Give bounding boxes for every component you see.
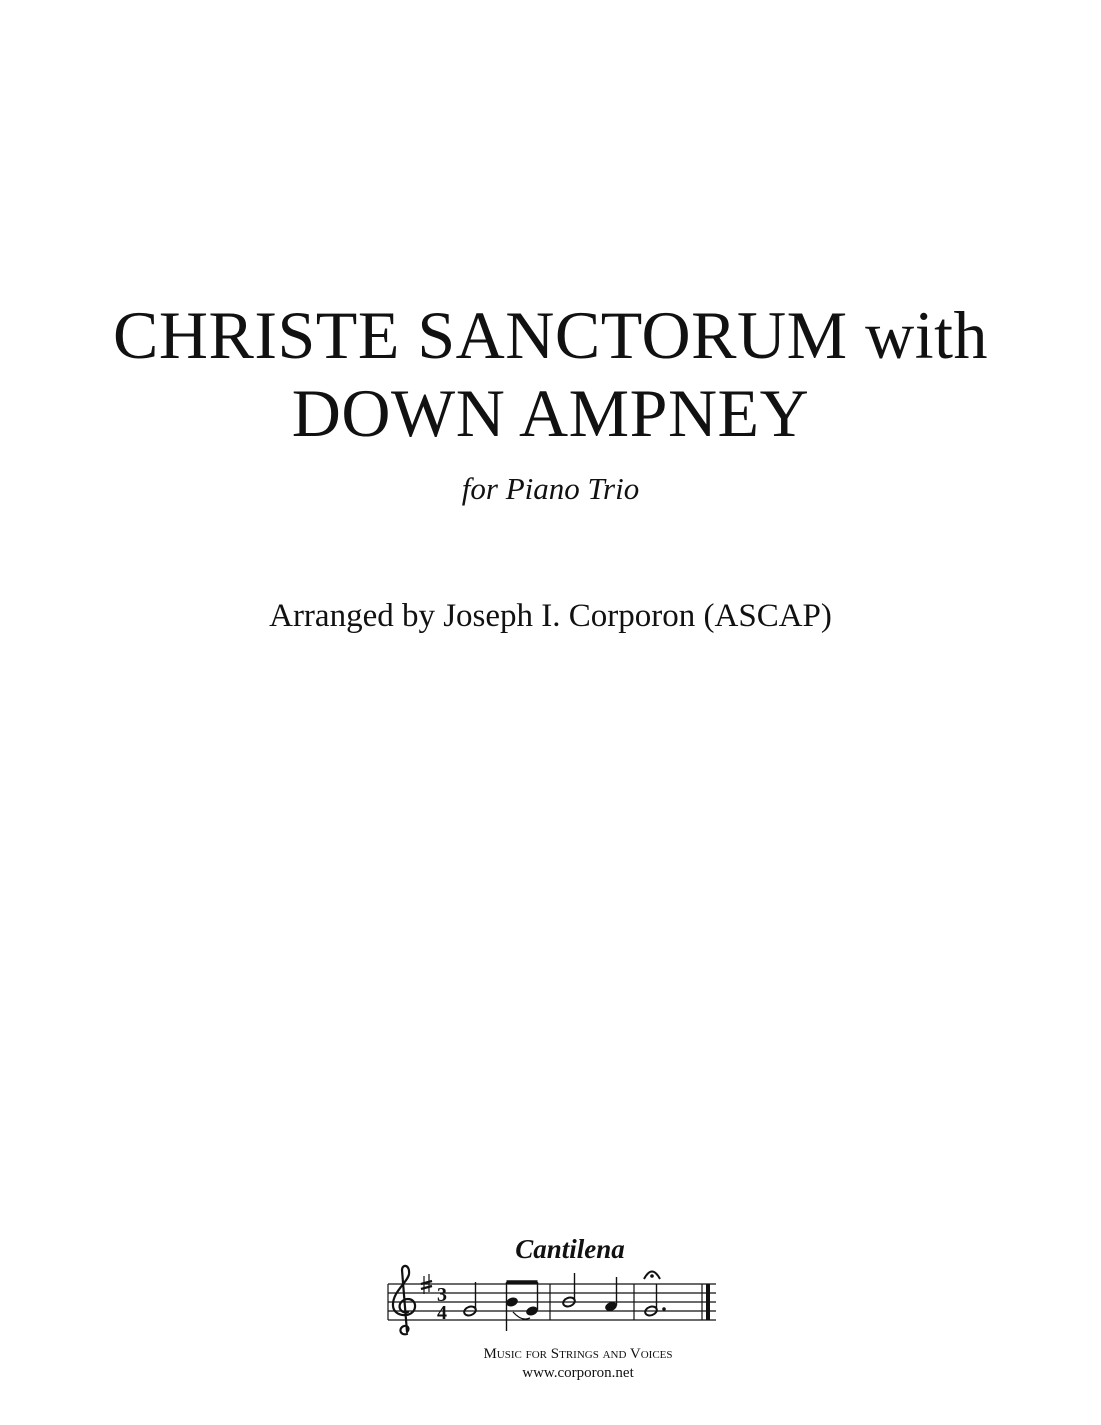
publisher-tagline: Music for Strings and Voices bbox=[483, 1346, 673, 1362]
time-signature-bottom: 4 bbox=[437, 1302, 447, 1324]
publisher-name: Cantilena bbox=[515, 1234, 625, 1264]
publisher-url: www.corporon.net bbox=[522, 1365, 634, 1381]
treble-clef-icon bbox=[393, 1266, 415, 1334]
arranger-credit: Arranged by Joseph I. Corporon (ASCAP) bbox=[269, 598, 832, 634]
title-line-2: DOWN AMPNEY bbox=[291, 375, 810, 451]
music-staff-logo-icon bbox=[380, 1262, 720, 1346]
title-line-1: CHRISTE SANCTORUM with bbox=[113, 297, 988, 373]
time-signature-top: 3 bbox=[437, 1284, 447, 1306]
publisher-logo bbox=[380, 1232, 720, 1388]
instrumentation-subtitle: for Piano Trio bbox=[461, 471, 640, 506]
measure-3 bbox=[644, 1272, 666, 1317]
page-title bbox=[0, 296, 1101, 452]
measure-1 bbox=[463, 1282, 539, 1331]
